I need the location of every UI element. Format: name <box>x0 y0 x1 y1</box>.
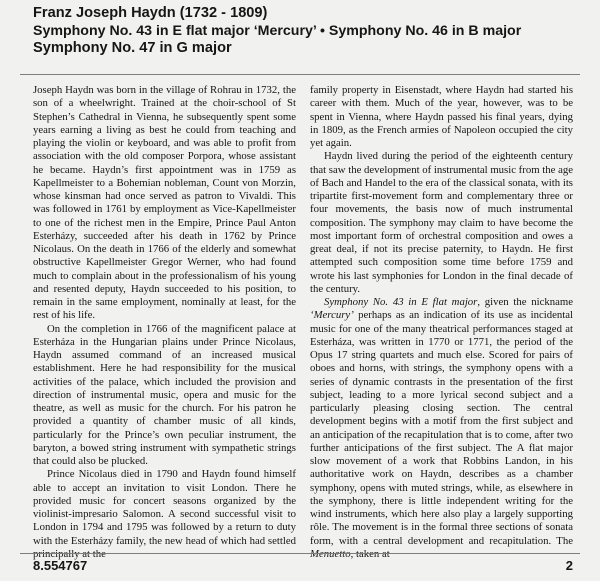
paragraph-symphony-development: Haydn lived during the period of the eighteenth century that saw the development of instrumental music from the age of Bach and Handel to the era of the classical sonata, with its tripartite first-movement form and complementary three or four movements, the basis now of much instrumental composition. The symphony may claim to have become the most important form of orchestral composition and owes a great deal, if not its precise paternity, to Haydn. He first attempted such composition some time before 1759 and wrote his last symphonies for London in the final decade of the century. <box>310 150 574 295</box>
paragraph-esterhaza: On the completion in 1766 of the magnificent palace at Esterháza in the Hungarian plains under Prince Nicolaus, Haydn assumed command of an increased musical establishment. Here he had responsibility for the musical activities of the palace, which included the provision and direction of instrumental music, opera and music for the theatre, as well as music for the church. For his patron he provided a quantity of chamber music of all kinds, particularly for the Prince’s own peculiar instrument, the baryton, a bowed string instrument with sympathetic strings that could also be plucked. <box>33 322 296 467</box>
catalog-number: 8.554767 <box>33 558 88 573</box>
composer-heading: Franz Joseph Haydn (1732 - 1809) <box>33 5 268 21</box>
paragraph-symphony-43 <box>310 296 573 561</box>
right-text-column <box>310 84 573 561</box>
page-number: 2 <box>565 558 573 573</box>
symphony-43-text-a: , given the nickname <box>477 296 573 308</box>
works-heading-line-1: Symphony No. 43 in E flat major ‘Mercury’ • Symphony No. 46 in B major <box>33 22 522 39</box>
symphony-43-nickname: ‘Mercury’ <box>310 309 354 322</box>
header-divider <box>20 74 580 75</box>
paragraph-london: Prince Nicolaus died in 1790 and Haydn found himself able to accept an invitation to visit London. There he provided music for concert seasons organized by the violinist-impresario Salomon. A second successful visit to London in 1794 and 1795 was followed by a return to duty with the Esterházy family, the new head of which had settled <box>33 468 296 547</box>
symphony-43-title: Symphony No. 43 in E flat major <box>324 296 478 308</box>
paragraph-final-years: family property in Eisenstadt, where Haydn had started his career with them. Much of the year, however, was to be spent in Vienna, where Haydn passed his final years, dying in 1809, as the French armies of Napoleon occupied the city yet again. <box>310 84 573 149</box>
left-text-column <box>33 84 296 561</box>
booklet-header <box>33 5 578 58</box>
works-heading-line-2: Symphony No. 47 in G major <box>33 40 232 56</box>
paragraph-biography-early: Joseph Haydn was born in the village of Rohrau in 1732, the son of a wheelwright. Trained at the choir-school of St Stephen’s Cathedral in Vienna, he subsequently spent some years earning a living as best he could from teaching and playing the violin or keyboard, and was able to profit from association with the old composer Porpora, whose assistant he became. Haydn’s first appointment was in 1759 as Kapellmeister to a Bohemian nobleman, Count von Morzin, whose kinsman had once served as patron to Vivaldi. This was followed in 1761 by employment as Vice-Kapellmeister to one of the richest men in the Empire, Prince Paul Anton Esterházy, succeeded after his death in 1762 by Prince Nicolaus. On the death in 1766 of the elderly and somewhat obstructive Kapellmeister Gregor Werner, who had found much to complain about in the professionalism of his young and resented deputy, Haydn succeeded to his position, to remain in the same employment, nominally at least, for the rest of his life. <box>33 84 296 322</box>
symphony-43-text-b: perhaps as an indication of its use as incidental music for one of the many theatrical performances staged at Esterháza, was written in 1770 or 1771, the period of the Opus 17 string quartets and much else. Scored for pairs of oboes and horns, with strings, the symphony opens with a series of dynamic contrasts in the presentation of the first subject, leading to a more lyrical second subject and a particularly pleasing closing section. The central development begins with a motif from the first subject and an anticipation of the recapitulation that is to come, after two further anticipations of the first subject. The A flat major slow movement of a work that Robbins Landon, in his authoritative work on Haydn, describes as a chamber symphony, opens with muted strings, while, as elsewhere in the symphony, there is little independent writing for the wind instruments, which here also play a largely supporting rôle. The movement is in the formal three sections of sonata form, with a central development and recapitulation. The <box>310 309 573 547</box>
footer-divider <box>20 553 580 554</box>
